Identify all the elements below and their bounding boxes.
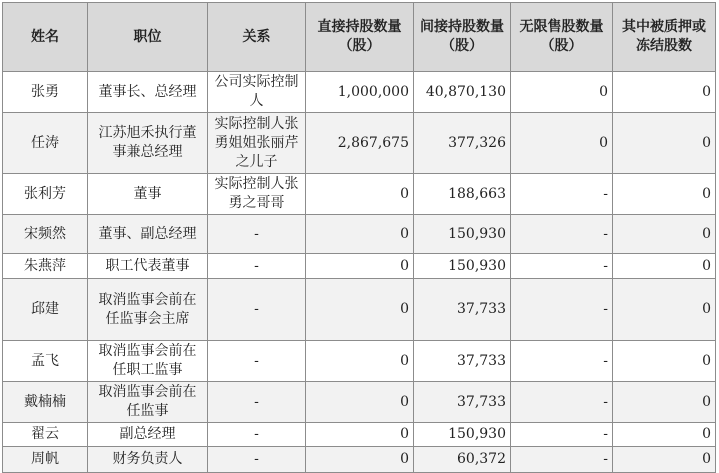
cell-indirect: 150,930 (414, 254, 511, 279)
cell-position: 董事、副总经理 (88, 215, 208, 254)
cell-indirect: 37,733 (414, 341, 511, 382)
cell-position: 副总经理 (88, 423, 208, 447)
cell-position: 取消监事会前在任职工监事 (88, 341, 208, 382)
cell-direct: 0 (306, 279, 414, 341)
cell-unrestricted: - (511, 341, 613, 382)
cell-name: 邱建 (3, 279, 88, 341)
table-row (3, 174, 716, 215)
header-direct-shares: 直接持股数量（股） (306, 3, 414, 72)
header-relation: 关系 (208, 3, 306, 72)
cell-unrestricted: - (511, 423, 613, 447)
cell-pledged: 0 (613, 447, 716, 473)
cell-position: 江苏旭禾执行董事兼总经理 (88, 113, 208, 174)
cell-indirect: 40,870,130 (414, 72, 511, 113)
cell-indirect: 377,326 (414, 113, 511, 174)
cell-relation: - (208, 254, 306, 279)
cell-relation: - (208, 215, 306, 254)
table-row (3, 447, 716, 473)
cell-position: 董事长、总经理 (88, 72, 208, 113)
cell-indirect: 150,930 (414, 215, 511, 254)
cell-direct: 0 (306, 341, 414, 382)
cell-relation: - (208, 423, 306, 447)
cell-pledged: 0 (613, 279, 716, 341)
table-row (3, 113, 716, 174)
cell-name: 朱燕萍 (3, 254, 88, 279)
cell-name: 张勇 (3, 72, 88, 113)
cell-pledged: 0 (613, 215, 716, 254)
cell-unrestricted: - (511, 447, 613, 473)
cell-relation: - (208, 382, 306, 423)
cell-name: 周帆 (3, 447, 88, 473)
cell-pledged: 0 (613, 254, 716, 279)
table-row (3, 254, 716, 279)
cell-unrestricted: - (511, 382, 613, 423)
cell-name: 张利芳 (3, 174, 88, 215)
cell-position: 职工代表董事 (88, 254, 208, 279)
cell-relation: - (208, 341, 306, 382)
cell-name: 翟云 (3, 423, 88, 447)
table-row (3, 279, 716, 341)
cell-direct: 0 (306, 423, 414, 447)
header-position: 职位 (88, 3, 208, 72)
cell-relation: 实际控制人张勇姐姐张丽芹之儿子 (208, 113, 306, 174)
cell-pledged: 0 (613, 423, 716, 447)
cell-indirect: 150,930 (414, 423, 511, 447)
header-pledged-shares: 其中被质押或冻结股数 (613, 3, 716, 72)
cell-pledged: 0 (613, 341, 716, 382)
cell-direct: 0 (306, 382, 414, 423)
cell-direct: 0 (306, 254, 414, 279)
cell-pledged: 0 (613, 174, 716, 215)
cell-pledged: 0 (613, 72, 716, 113)
header-unrestricted-shares: 无限售股数量（股） (511, 3, 613, 72)
shareholding-table (2, 2, 716, 473)
cell-direct: 0 (306, 447, 414, 473)
header-indirect-shares: 间接持股数量（股） (414, 3, 511, 72)
cell-relation: - (208, 279, 306, 341)
cell-unrestricted: - (511, 279, 613, 341)
table-row (3, 72, 716, 113)
cell-direct: 2,867,675 (306, 113, 414, 174)
cell-direct: 0 (306, 174, 414, 215)
cell-unrestricted: - (511, 174, 613, 215)
cell-unrestricted: - (511, 254, 613, 279)
cell-unrestricted: 0 (511, 72, 613, 113)
cell-position: 取消监事会前在任监事 (88, 382, 208, 423)
cell-direct: 0 (306, 215, 414, 254)
cell-indirect: 37,733 (414, 382, 511, 423)
header-row (3, 3, 716, 72)
table-row (3, 341, 716, 382)
cell-name: 任涛 (3, 113, 88, 174)
cell-name: 戴楠楠 (3, 382, 88, 423)
table-row (3, 215, 716, 254)
cell-position: 取消监事会前在任监事会主席 (88, 279, 208, 341)
cell-name: 孟飞 (3, 341, 88, 382)
cell-name: 宋频然 (3, 215, 88, 254)
header-name: 姓名 (3, 3, 88, 72)
cell-indirect: 37,733 (414, 279, 511, 341)
cell-direct: 1,000,000 (306, 72, 414, 113)
cell-indirect: 60,372 (414, 447, 511, 473)
cell-indirect: 188,663 (414, 174, 511, 215)
cell-pledged: 0 (613, 382, 716, 423)
cell-position: 董事 (88, 174, 208, 215)
cell-pledged: 0 (613, 113, 716, 174)
cell-position: 财务负责人 (88, 447, 208, 473)
table-row (3, 423, 716, 447)
table-row (3, 382, 716, 423)
cell-unrestricted: 0 (511, 113, 613, 174)
cell-relation: 实际控制人张勇之哥哥 (208, 174, 306, 215)
cell-relation: 公司实际控制人 (208, 72, 306, 113)
cell-relation: - (208, 447, 306, 473)
cell-unrestricted: - (511, 215, 613, 254)
